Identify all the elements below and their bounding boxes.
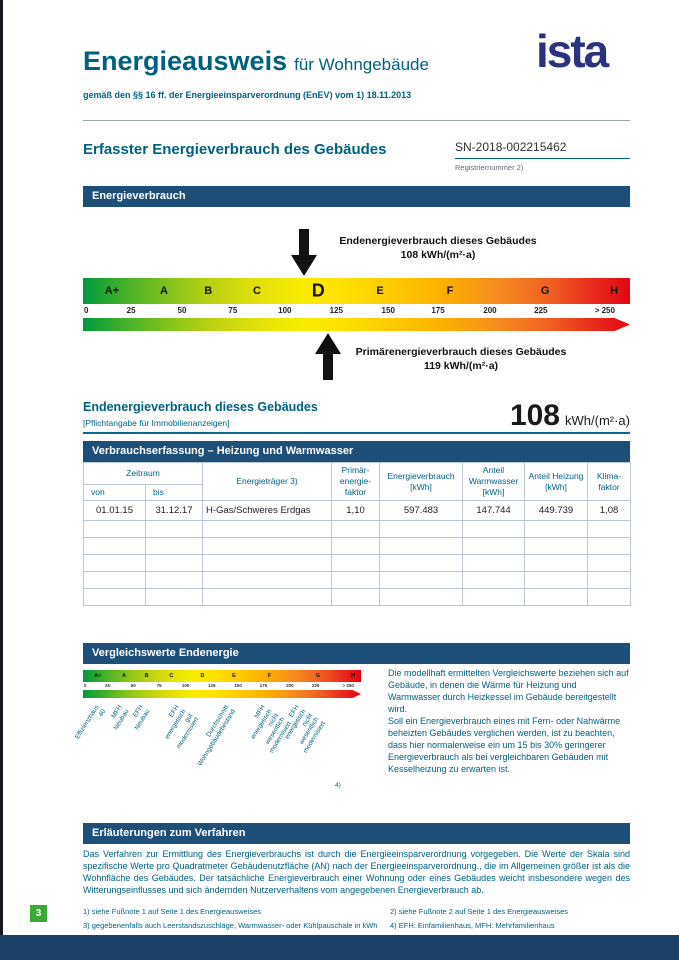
scale-tick: 25: [104, 683, 110, 688]
page-edge-divider: [0, 0, 3, 960]
scale-tick: 225: [311, 683, 320, 688]
cell-klimafaktor: 1,08: [588, 501, 631, 521]
page-title-suffix: für Wohngebäude: [294, 55, 429, 74]
cell-primaerfaktor: 1,10: [332, 501, 380, 521]
vergleich-paragraph-2: Soll ein Energieverbrauch eines mit Fern- oder Nahwärme beheizten Gebäudes verglichen werden, ist zu beachten, dass hier normalerweise ein um 15 bis 30% geringerer Energieverbrauch als bei vergleichbaren Gebäuden mit Kesselheizung zu erwarten ist.: [388, 715, 621, 774]
cell-anteil-heizung: 449.739: [525, 501, 588, 521]
energy-scale-ticks: [83, 306, 630, 317]
energy-scale: [83, 210, 630, 398]
scale-tick: 0: [84, 306, 89, 315]
scale-tick: 0: [83, 683, 87, 688]
scale-tick: 200: [286, 683, 294, 688]
col-header-anteil-warmwasser: Anteil Warmwasser [kWh]: [463, 463, 525, 501]
page-number-badge: 3: [30, 905, 47, 922]
scale-letter: D: [200, 673, 205, 679]
footer-bar: [0, 935, 679, 960]
cell-anteil-warmwasser: 147.744: [463, 501, 525, 521]
endenergie-arrow-value: 108 kWh/(m²·a): [400, 249, 476, 262]
registration-label: Registriernummer 2): [455, 163, 524, 172]
vergleich-label: EFH energetisch gut modernisiert: [163, 704, 201, 751]
endenergie-value-unit: kWh/(m²·a): [565, 413, 630, 428]
table-row-empty: [84, 572, 631, 589]
scale-letter: A+: [94, 673, 102, 679]
scale-tick: 150: [381, 306, 395, 315]
cell-energietraeger: H-Gas/Schweres Erdgas: [203, 501, 332, 521]
footnote-4: 4) EFH: Einfamilienhaus, MFH: Mehrfamilienhaus: [390, 921, 555, 930]
vergleich-description: [388, 668, 630, 776]
scale-tick: 175: [259, 683, 268, 688]
energy-scale-gradient-bar: [83, 318, 630, 331]
scale-tick: 175: [431, 306, 445, 315]
table-row-empty: [84, 538, 631, 555]
vergleich-paragraph-1: Die modellhaft ermittelten Vergleichswerte beziehen sich auf Gebäude, in denen die Wärme für Heizung und Warmwasser durch Heizkessel im Gebäude bereitgestellt wird.: [388, 668, 629, 714]
primaerenergie-arrow-label: Primärenergieverbrauch dieses Gebäudes: [355, 346, 567, 358]
banner-erlaeuterungen: Erläuterungen zum Verfahren: [83, 823, 630, 844]
scale-letter: A: [159, 285, 168, 297]
endenergie-note: [Pflichtangabe für Immobilienanzeigen]: [83, 418, 230, 428]
scale-letter: H: [350, 673, 355, 679]
scale-letter: B: [204, 285, 213, 297]
scale-tick: 75: [156, 683, 162, 688]
col-header-klimafaktor: Klima- faktor: [588, 463, 631, 501]
ista-logo: ista: [536, 25, 608, 77]
scale-tick: 25: [126, 306, 136, 315]
vergleich-label: Effizienzhaus 40: [73, 704, 107, 741]
scale-tick: 100: [278, 306, 292, 315]
table-row-empty: [84, 555, 631, 572]
vergleich-label: EFH Neubau: [131, 704, 152, 732]
table-row-empty: [84, 589, 631, 606]
col-header-von: von: [84, 485, 146, 501]
erlaeuterungen-paragraph: Das Verfahren zur Ermittlung des Energieverbrauchs ist durch die Energieeinsparverordnung vorgegeben. Die Werte der Skala sind spezifische Werte pro Quadratmeter Gebäudenutzfläche (AN) nach der Energieeinsparverordnung., die im Allgemeinen größer ist als die Wohnfläche des Gebäudes. Der tatsächliche Energieverbrauch einer Wohnung oder eines Gebäudes weicht insbesondere wegen des Witterungseinflusses und sich ändernden Nutzerverhaltens vom angegebenen Energieverbrauch ab.: [83, 849, 630, 895]
scale-tick: 75: [228, 306, 238, 315]
primaerenergie-arrow-caption: [311, 345, 611, 373]
vergleichswerte-section: [73, 664, 630, 822]
scale-tick: 125: [329, 306, 343, 315]
cell-energieverbrauch: 597.483: [380, 501, 463, 521]
banner-energieverbrauch: Energieverbrauch: [83, 186, 630, 207]
vergleich-scale-ticks: [83, 683, 361, 689]
scale-letter: F: [446, 285, 454, 297]
scale-letter: C: [169, 673, 174, 679]
vergleich-scale: [83, 670, 361, 700]
table-row: [84, 501, 631, 521]
scale-tick: 50: [130, 683, 136, 688]
scale-tick: > 250: [342, 683, 354, 688]
scale-tick: 50: [177, 306, 187, 315]
endenergie-value: [509, 399, 630, 432]
section-heading: Erfasster Energieverbrauch des Gebäudes: [83, 141, 387, 158]
cell-bis: 31.12.17: [146, 501, 203, 521]
page-title: [83, 46, 429, 77]
page-subtitle: gemäß den §§ 16 ff. der Energieeinsparverordnung (EnEV) vom 1) 18.11.2013: [83, 90, 412, 100]
vergleich-labels: [73, 704, 361, 819]
scale-letter: G: [540, 285, 550, 297]
registration-number: SN-2018-002215462: [455, 140, 630, 159]
col-header-bis: bis: [146, 485, 203, 501]
col-header-primaerfaktor: Primär- energie- faktor: [332, 463, 380, 501]
scale-letter-current: D: [311, 280, 325, 301]
col-header-energieverbrauch: Energieverbrauch [kWh]: [380, 463, 463, 501]
scale-tick: 100: [181, 683, 190, 688]
scale-tick: 225: [534, 306, 548, 315]
scale-letter: F: [267, 673, 272, 679]
endenergie-heading: Endenergieverbrauch dieses Gebäudes: [83, 400, 318, 414]
endenergie-summary: [83, 398, 630, 434]
col-header-zeitraum: Zeitraum: [84, 463, 203, 485]
col-header-energietraeger: Energieträger 3): [203, 463, 332, 501]
scale-letter: C: [252, 285, 261, 297]
vergleich-label: MFH energetisch nicht wesentlich modernisiert: [249, 704, 294, 755]
primaerenergie-arrow-value: 119 kWh/(m²·a): [423, 360, 499, 373]
vergleich-label: MFH Neubau: [110, 704, 131, 732]
scale-letter: A+: [104, 285, 120, 297]
footnote-1: 1) siehe Fußnote 1 auf Seite 1 des Energieausweises: [83, 907, 262, 916]
scale-letter: G: [315, 673, 321, 679]
scale-letter: E: [232, 673, 236, 679]
footnote-3: 3) gegebenenfalls auch Leerstandszuschläge, Warmwasser- oder Kühlpauschale in kWh: [83, 921, 378, 930]
verbrauchs-table: [83, 462, 631, 606]
vergleich-footnote-marker: 4): [335, 782, 341, 789]
scale-tick: 200: [483, 306, 497, 315]
endenergie-arrow-label: Endenergieverbrauch dieses Gebäudes: [339, 235, 537, 247]
header-divider: [83, 120, 630, 121]
vergleich-scale-letter-band: [83, 670, 361, 682]
scale-letter: A: [122, 673, 127, 679]
scale-tick: > 250: [594, 306, 615, 315]
scale-tick: 150: [234, 683, 242, 688]
vergleich-label: Durchschnitt Wohngebäudebestand: [196, 704, 238, 768]
scale-tick: 125: [207, 683, 216, 688]
scale-letter: H: [610, 285, 619, 297]
scale-letter: B: [144, 673, 149, 679]
page-title-main: Energieausweis: [83, 46, 288, 76]
cell-von: 01.01.15: [84, 501, 146, 521]
banner-verbrauchserfassung: Verbrauchserfassung – Heizung und Warmwasser: [83, 441, 630, 462]
footnote-2: 2) siehe Fußnote 2 auf Seite 1 des Energieausweises: [390, 907, 569, 916]
energy-scale-letter-band: [83, 278, 630, 304]
endenergie-value-number: 108: [509, 399, 560, 432]
scale-letter: E: [376, 285, 384, 297]
banner-vergleichswerte: Vergleichswerte Endenergie: [83, 643, 630, 664]
vergleich-scale-gradient-bar: [83, 690, 361, 698]
table-row-empty: [84, 521, 631, 538]
vergleich-label: EFH energetisch nicht wesentlich modernisiert: [283, 704, 327, 755]
endenergie-arrow-caption: [288, 234, 588, 262]
col-header-anteil-heizung: Anteil Heizung [kWh]: [525, 463, 588, 501]
